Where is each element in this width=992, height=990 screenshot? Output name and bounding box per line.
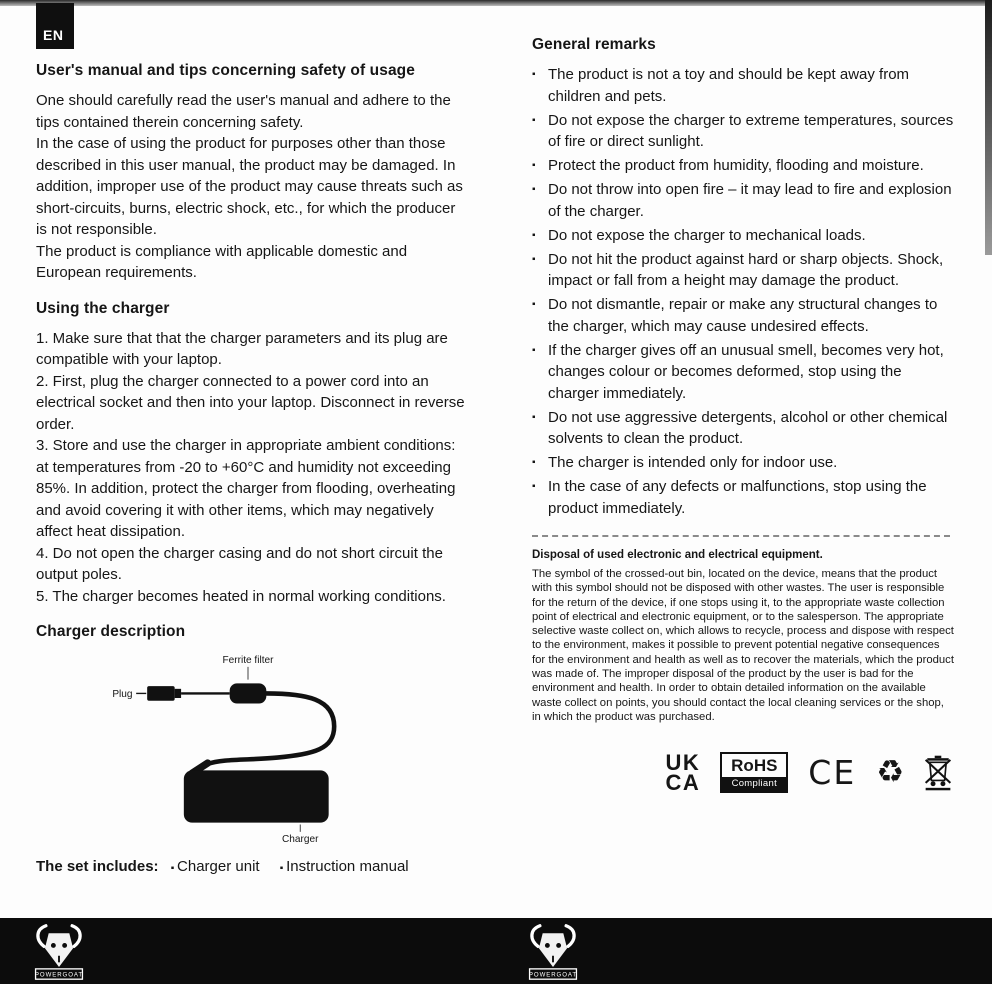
remark-item: ▪ Do not hit the product against hard or sharp objects. Shock, impact or fall from a height may damage the product. [532,249,954,292]
safety-paragraph: In the case of using the product for purposes other than those described in this user manual, the product may be damaged. In addition, improper use of the product may cause threats such as short-circuits, burns, electric shock, etc., for which the producer is not responsible. [36,135,463,238]
plug-label: Plug [112,689,133,701]
remark-item: ▪ If the charger gives off an unusual smell, becomes very hot, changes colour or becomes deformed, stop using the charger immediately. [532,340,954,405]
crossed-out-bin-icon [924,754,952,792]
ce-mark-icon: CE [808,753,857,793]
using-step: 5. The charger becomes heated in normal working conditions. [36,587,446,605]
set-includes-row [36,858,425,875]
charger-label: Charger [282,833,319,844]
powergoat-logo [524,922,582,982]
safety-paragraph: One should carefully read the user's manual and adhere to the tips contained therein concerning safety. [36,92,451,131]
dashed-divider [532,535,950,537]
remark-item: ▪ Do not expose the charger to mechanical loads. [532,225,954,247]
recycling-icon: ♻ [876,754,904,791]
plug-icon [147,686,181,701]
general-remarks-list [532,64,954,519]
using-step: 2. First, plug the charger connected to a power cord into an electrical socket and then into your laptop. Disconnect in reverse order. [36,372,465,433]
remark-item: ▪ In the case of any defects or malfunctions, stop using the product immediately. [532,476,954,519]
remark-item: ▪ Do not throw into open fire – it may lead to fire and explosion of the charger. [532,179,954,222]
compliance-marks-row [532,749,954,795]
powergoat-wordmark: POWERGOAT [34,971,84,979]
charger-diagram [94,651,424,844]
using-step: 4. Do not open the charger casing and do not short circuit the output poles. [36,544,443,583]
set-includes-label: The set includes: [36,858,159,875]
scan-edge-right [985,0,992,255]
charger-body-icon [184,770,329,822]
remark-item: ▪ Do not use aggressive detergents, alcohol or other chemical solvents to clean the product. [532,407,954,450]
general-remarks-heading: General remarks [532,36,656,53]
footer-bar [0,918,992,984]
left-column [36,62,470,844]
remark-item: ▪ The charger is intended only for indoor use. [532,452,954,474]
ukca-mark [665,749,701,795]
set-includes-item: ▪ Charger unit [171,858,260,875]
safety-heading: User's manual and tips concerning safety of usage [36,62,415,79]
language-badge: EN [36,3,74,49]
powergoat-wordmark: POWERGOAT [528,971,578,979]
using-heading: Using the charger [36,299,170,317]
using-step: 1. Make sure that that the charger parameters and its plug are compatible with your laptop. [36,329,448,368]
description-heading: Charger description [36,623,186,640]
remark-item: ▪ Do not dismantle, repair or make any structural changes to the charger, which may cause undesired effects. [532,294,954,337]
rohs-mark [720,752,788,793]
ukca-line1: UK [665,749,701,775]
rohs-compliant-label: Compliant [722,777,786,791]
remark-item: ▪ The product is not a toy and should be kept away from children and pets. [532,64,954,107]
rohs-label: RoHS [731,756,778,776]
remark-item: ▪ Do not expose the charger to extreme temperatures, sources of fire or direct sunlight. [532,110,954,153]
right-column [532,36,954,793]
remark-item: ▪ Protect the product from humidity, flooding and moisture. [532,155,954,177]
set-includes-item: ▪ Instruction manual [280,858,409,875]
using-step: 3. Store and use the charger in appropriate ambient conditions: at temperatures from -20 to +60°C and humidity not exceeding 85%. In addition, protect the charger from flooding, overheating and avoid covering it with other items, which may negatively affect heat dissipation. [36,437,456,540]
ferrite-filter-label: Ferrite filter [222,655,274,667]
safety-paragraph: The product is compliance with applicable domestic and European requirements. [36,242,408,281]
powergoat-logo [30,922,88,982]
ukca-line2: CA [665,769,701,795]
disposal-heading: Disposal of used electronic and electrical equipment. [532,549,823,561]
scan-edge-top [0,0,992,6]
disposal-body: The symbol of the crossed-out bin, located on the device, means that the product with this symbol should not be disposed with other wastes. The user is responsible for the return of the device, if one stops using it, to the appropriate waste collection point of electrical and electronic equipment, or to the salesperson. The appropriate selective waste collect on, which allows to recycle, process and dispose with respect to the environment, makes it possible to prevent potential negative consequences for the environment and health as well as to recover the materials, which the product was made of. The improper disposal of the product by the user is bad for the environment and health. In order to obtain detailed information on the available waste collect on points, you should contact the local cleaning services or the shop, in which the product was purchased. [532,568,954,723]
ferrite-filter-icon [230,683,267,703]
